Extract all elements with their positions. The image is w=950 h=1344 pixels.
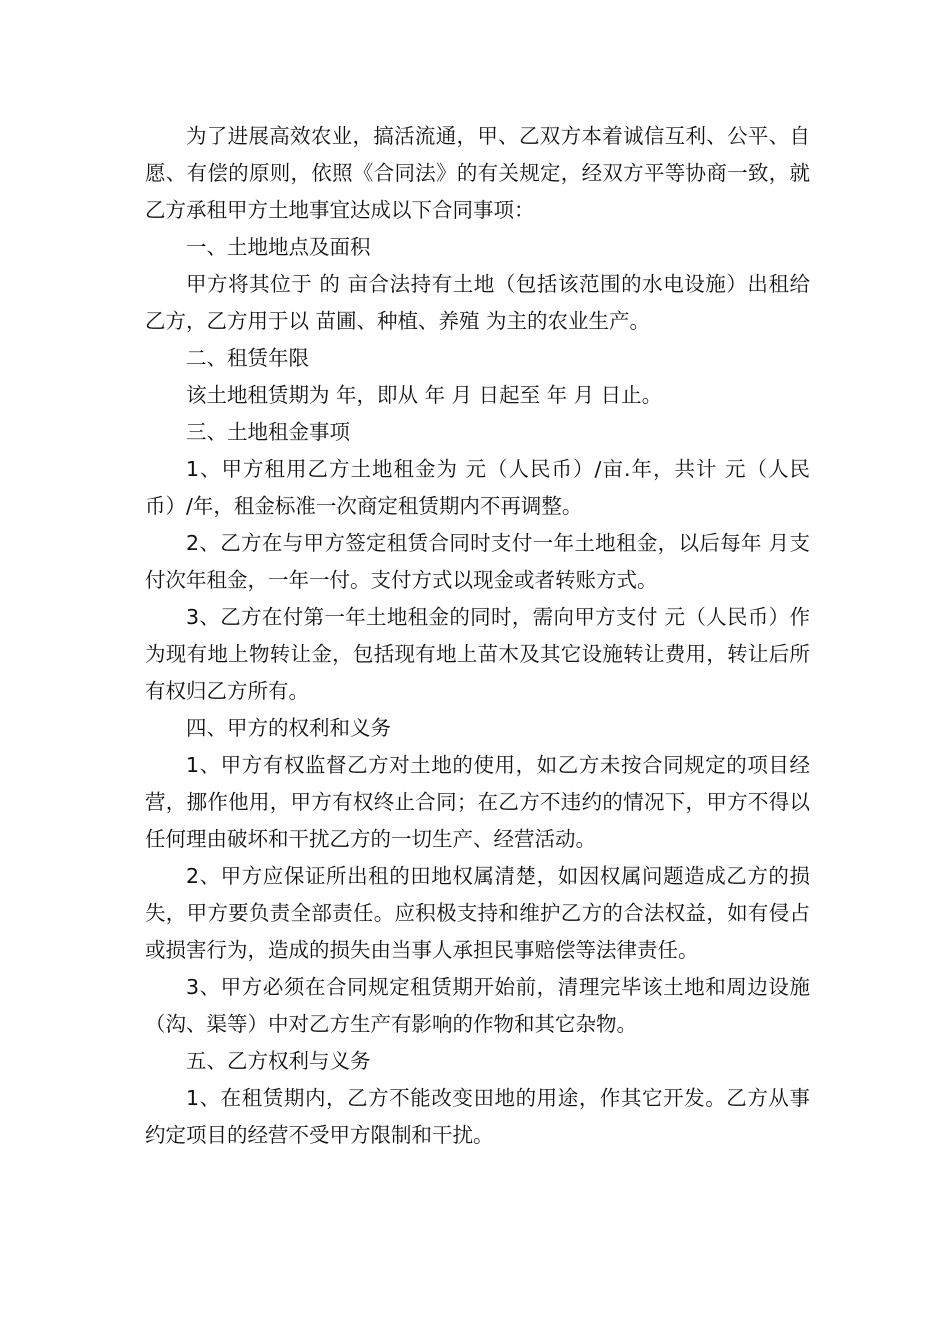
section-4-item-3: 3、甲方必须在合同规定租赁期开始前，清理完毕该土地和周边设施（沟、渠等）中对乙方生产有影响的作物和其它杂物。 <box>145 975 810 1036</box>
section-3-item-3: 3、乙方在付第一年土地租金的同时，需向甲方支付 元（人民币）作为现有地上物转让金，包括现有地上苗木及其它设施转让费用，转让后所有权归乙方所有。 <box>145 605 810 703</box>
section-heading-5: 五、乙方权利与义务 <box>186 1049 371 1073</box>
section-4-item-1: 1、甲方有权监督乙方对土地的使用，如乙方未按合同规定的项目经营，挪作他用，甲方有权终止合同；在乙方不违约的情况下，甲方不得以任何理由破坏和干扰乙方的一切生产、经营活动。 <box>145 753 810 851</box>
section-5-item-1: 1、在租赁期内，乙方不能改变田地的用途，作其它开发。乙方从事约定项目的经营不受甲方限制和干扰。 <box>145 1086 810 1147</box>
section-heading-1: 一、土地地点及面积 <box>186 235 371 259</box>
section-3-item-2: 2、乙方在与甲方签定租赁合同时支付一年土地租金，以后每年 月支付次年租金，一年一付。支付方式以现金或者转账方式。 <box>145 531 810 592</box>
section-heading-3: 三、土地租金事项 <box>186 420 350 444</box>
section-2-paragraph: 该土地租赁期为 年，即从 年 月 日起至 年 月 日止。 <box>186 383 663 407</box>
section-heading-2: 二、租赁年限 <box>186 346 309 370</box>
intro-paragraph: 为了进展高效农业，搞活流通，甲、乙双方本着诚信互利、公平、自愿、有偿的原则，依照《合同法》的有关规定，经双方平等协商一致，就乙方承租甲方土地事宜达成以下合同事项： <box>145 124 810 222</box>
section-3-item-1: 1、甲方租用乙方土地租金为 元（人民币）/亩.年，共计 元（人民币）/年，租金标准一次商定租赁期内不再调整。 <box>145 457 810 518</box>
section-4-item-2: 2、甲方应保证所出租的田地权属清楚，如因权属问题造成乙方的损失，甲方要负责全部责任。应积极支持和维护乙方的合法权益，如有侵占或损害行为，造成的损失由当事人承担民事赔偿等法律责任。 <box>145 864 810 962</box>
section-heading-4: 四、甲方的权利和义务 <box>186 716 391 740</box>
contract-body <box>145 118 810 1154</box>
section-1-paragraph: 甲方将其位于 的 亩合法持有土地（包括该范围的水电设施）出租给乙方，乙方用于以 苗圃、种植、养殖 为主的农业生产。 <box>145 272 810 333</box>
